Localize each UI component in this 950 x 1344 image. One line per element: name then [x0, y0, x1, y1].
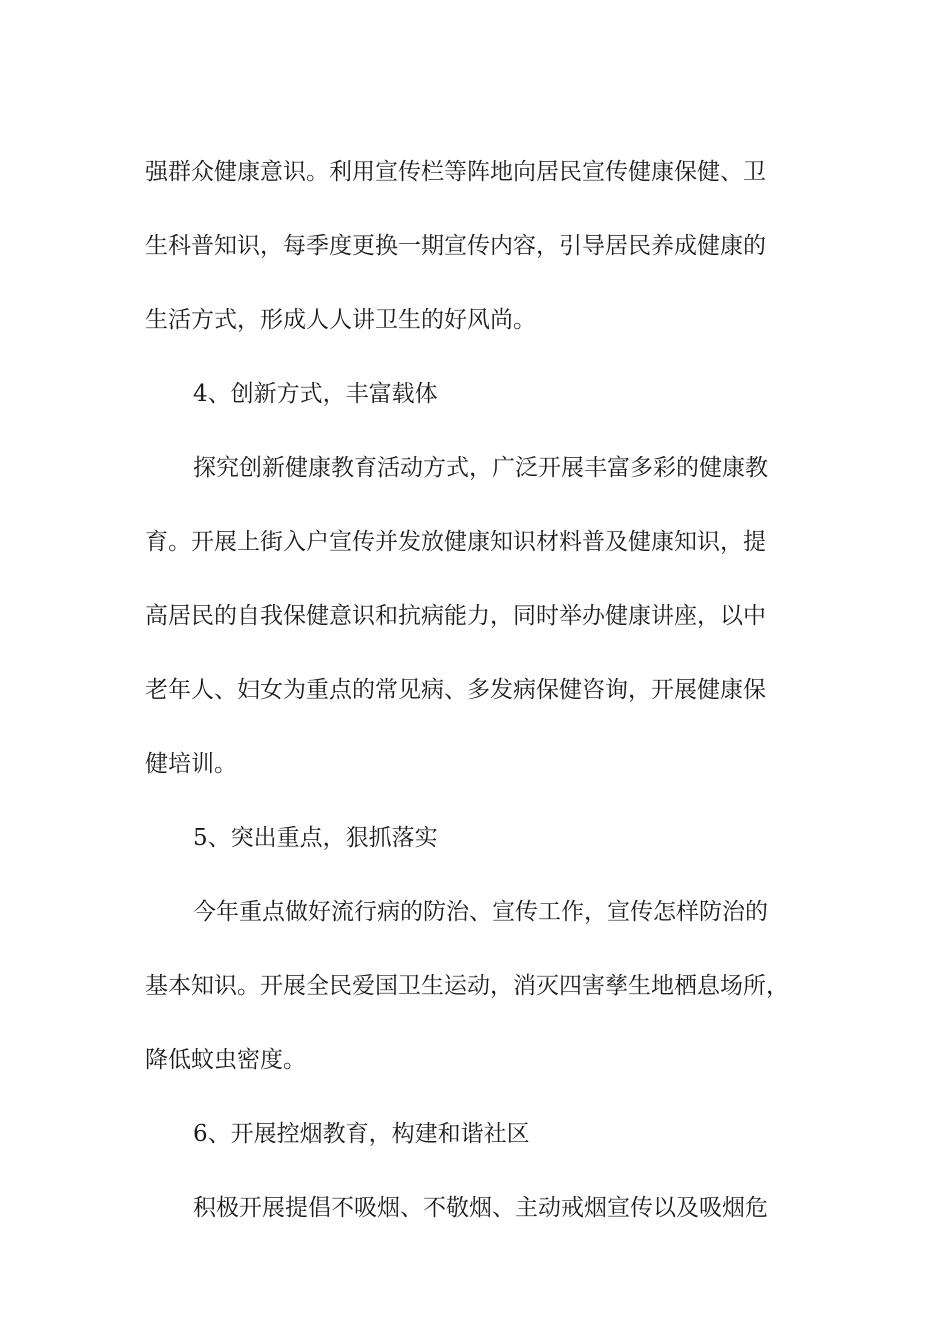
document-body: [145, 135, 810, 1245]
body-line: 健培训。: [145, 751, 237, 777]
section-heading-4: 4、创新方式，丰富载体: [193, 381, 438, 407]
body-line: 老年人、妇女为重点的常见病、多发病保健咨询，开展健康保: [145, 677, 766, 703]
section-heading-5: 5、突出重点，狠抓落实: [193, 825, 438, 851]
body-line: 生科普知识，每季度更换一期宣传内容，引导居民养成健康的: [145, 233, 766, 259]
body-line: 基本知识。开展全民爱国卫生运动，消灭四害孳生地栖息场所，: [145, 973, 789, 999]
body-line: 生活方式，形成人人讲卫生的好风尚。: [145, 307, 536, 333]
section-heading-6: 6、开展控烟教育，构建和谐社区: [193, 1121, 530, 1147]
body-line: 强群众健康意识。利用宣传栏等阵地向居民宣传健康保健、卫: [145, 159, 766, 185]
body-line: 探究创新健康教育活动方式，广泛开展丰富多彩的健康教: [193, 455, 768, 481]
body-line: 高居民的自我保健意识和抗病能力，同时举办健康讲座，以中: [145, 603, 766, 629]
body-line: 今年重点做好流行病的防治、宣传工作，宣传怎样防治的: [193, 899, 768, 925]
body-line: 降低蚊虫密度。: [145, 1047, 306, 1073]
body-line: 育。开展上街入户宣传并发放健康知识材料普及健康知识，提: [145, 529, 766, 555]
body-line: 积极开展提倡不吸烟、不敬烟、主动戒烟宣传以及吸烟危: [193, 1195, 768, 1221]
